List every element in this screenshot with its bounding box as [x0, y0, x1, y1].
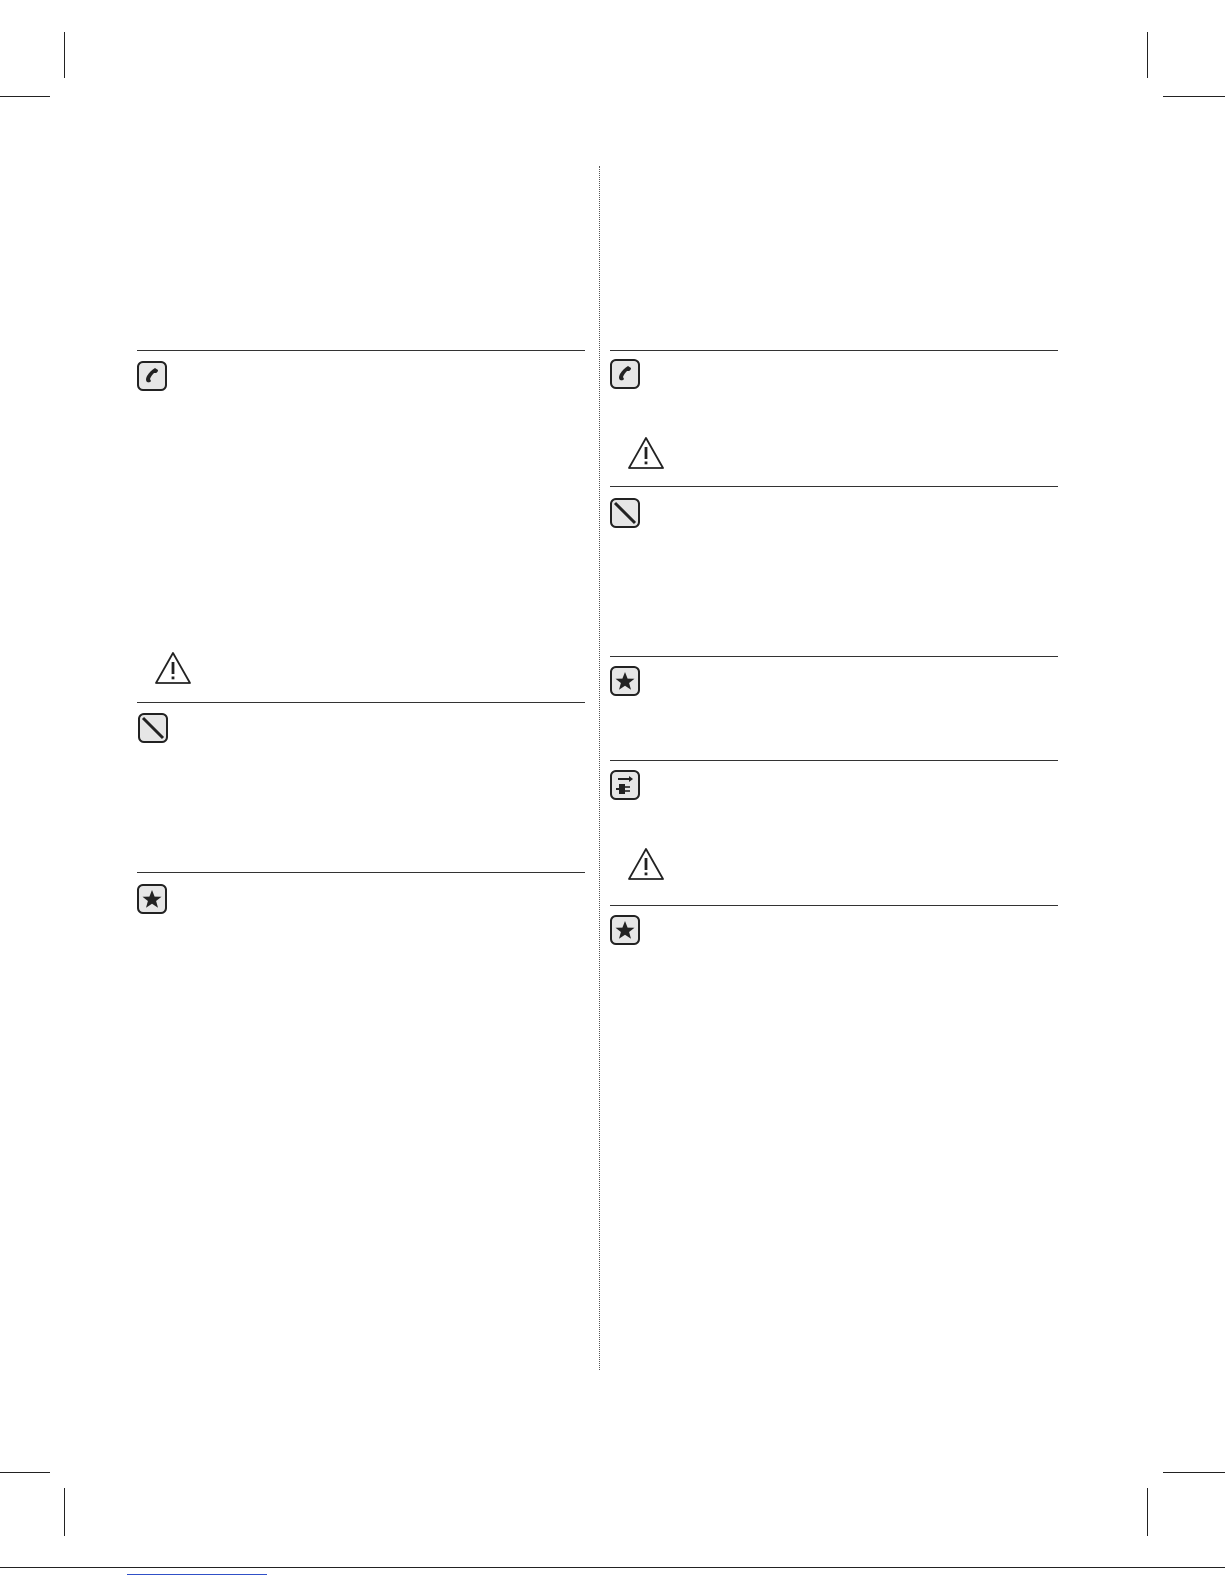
- crop-mark-bottom-right-vertical: [1147, 1488, 1148, 1536]
- section-rule: [137, 350, 585, 351]
- section-rule: [610, 350, 1058, 351]
- section-rule: [610, 760, 1058, 761]
- phone-icon: [137, 361, 167, 391]
- section-rule: [137, 702, 585, 703]
- section-rule: [610, 656, 1058, 657]
- warning-triangle-icon: [154, 651, 192, 685]
- star-icon: [610, 666, 640, 696]
- crop-mark-bottom-left-vertical: [64, 1488, 65, 1536]
- star-icon: [610, 915, 640, 945]
- section-rule: [610, 905, 1058, 906]
- section-rule: [610, 486, 1058, 487]
- unplug-icon: [610, 770, 640, 800]
- warning-triangle-icon: [627, 436, 665, 470]
- column-divider: [599, 166, 600, 1370]
- crop-mark-bottom-right-horizontal: [1163, 1472, 1225, 1473]
- footer-link-underline[interactable]: [127, 1574, 267, 1575]
- crop-mark-top-right-vertical: [1147, 32, 1148, 78]
- prohibited-slash-icon: [610, 498, 640, 528]
- crop-mark-top-left-horizontal: [0, 96, 50, 97]
- footer-rule: [0, 1567, 1225, 1568]
- crop-mark-top-right-horizontal: [1163, 96, 1225, 97]
- phone-icon: [610, 359, 640, 389]
- star-icon: [137, 884, 167, 914]
- prohibited-slash-icon: [138, 713, 168, 743]
- warning-triangle-icon: [627, 847, 665, 881]
- crop-mark-bottom-left-horizontal: [0, 1472, 50, 1473]
- crop-mark-top-left-vertical: [64, 32, 65, 78]
- section-rule: [137, 872, 585, 873]
